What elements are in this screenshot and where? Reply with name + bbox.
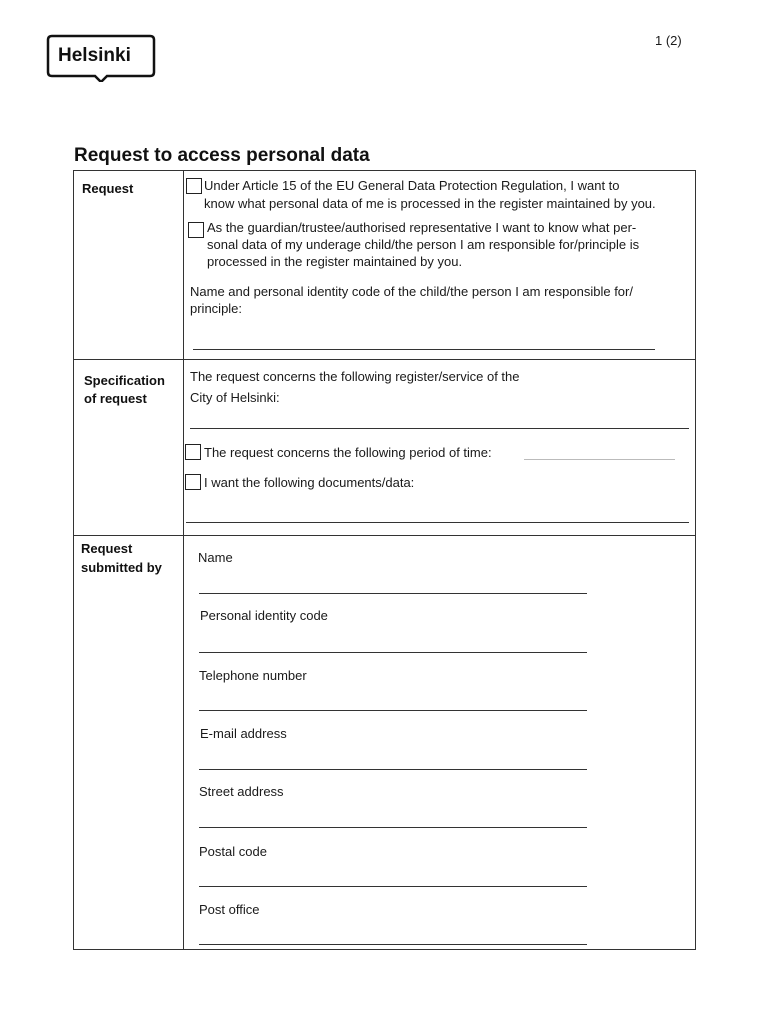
name-code-input-line[interactable] xyxy=(193,349,655,350)
documents-input-line[interactable] xyxy=(186,522,689,523)
name-field-label: Name xyxy=(198,550,233,565)
name-input-line[interactable] xyxy=(199,593,587,594)
documents-text: I want the following documents/data: xyxy=(204,475,415,490)
telephone-input-line[interactable] xyxy=(199,710,587,711)
own-data-text-1: Under Article 15 of the EU General Data Protection Regulation, I want to xyxy=(204,178,620,193)
submitter-label-1: Request xyxy=(81,541,133,556)
period-input-line[interactable] xyxy=(524,459,675,460)
post-office-input-line[interactable] xyxy=(199,944,587,945)
helsinki-logo xyxy=(46,34,156,82)
row-divider-1 xyxy=(73,359,696,360)
identity-code-label: Personal identity code xyxy=(200,608,328,623)
row-divider-2 xyxy=(73,535,696,536)
email-input-line[interactable] xyxy=(199,769,587,770)
identity-code-input-line[interactable] xyxy=(199,652,587,653)
name-code-text-1: Name and personal identity code of the child/the person I am responsible for/ xyxy=(190,284,633,299)
register-concerns-text-2: City of Helsinki: xyxy=(190,390,280,405)
representative-text-2: sonal data of my underage child/the person I am responsible for/principle is xyxy=(207,237,640,252)
period-checkbox[interactable] xyxy=(185,444,201,460)
postal-code-input-line[interactable] xyxy=(199,886,587,887)
specification-label-1: Specification xyxy=(84,373,165,388)
telephone-label: Telephone number xyxy=(199,668,307,683)
page-number: 1 (2) xyxy=(655,33,682,48)
postal-code-label: Postal code xyxy=(199,844,267,859)
logo-text: Helsinki xyxy=(58,45,131,66)
street-address-label: Street address xyxy=(199,784,284,799)
request-label: Request xyxy=(82,181,134,196)
period-text: The request concerns the following period of time: xyxy=(204,445,492,460)
representative-checkbox[interactable] xyxy=(188,222,204,238)
own-data-text-2: know what personal data of me is processed in the register maintained by you. xyxy=(204,196,656,211)
specification-label-2: of request xyxy=(84,391,147,406)
register-input-line[interactable] xyxy=(190,428,689,429)
register-concerns-text-1: The request concerns the following register/service of the xyxy=(190,369,520,384)
name-code-text-2: principle: xyxy=(190,301,243,316)
email-label: E-mail address xyxy=(200,726,287,741)
documents-checkbox[interactable] xyxy=(185,474,201,490)
submitter-label-2: submitted by xyxy=(81,560,162,575)
representative-text-3: processed in the register maintained by you. xyxy=(207,254,463,269)
column-divider xyxy=(183,170,184,950)
representative-text-1: As the guardian/trustee/authorised representative I want to know what per- xyxy=(207,220,637,235)
form-title: Request to access personal data xyxy=(74,145,370,166)
own-data-checkbox[interactable] xyxy=(186,178,202,194)
post-office-label: Post office xyxy=(199,902,260,917)
street-address-input-line[interactable] xyxy=(199,827,587,828)
